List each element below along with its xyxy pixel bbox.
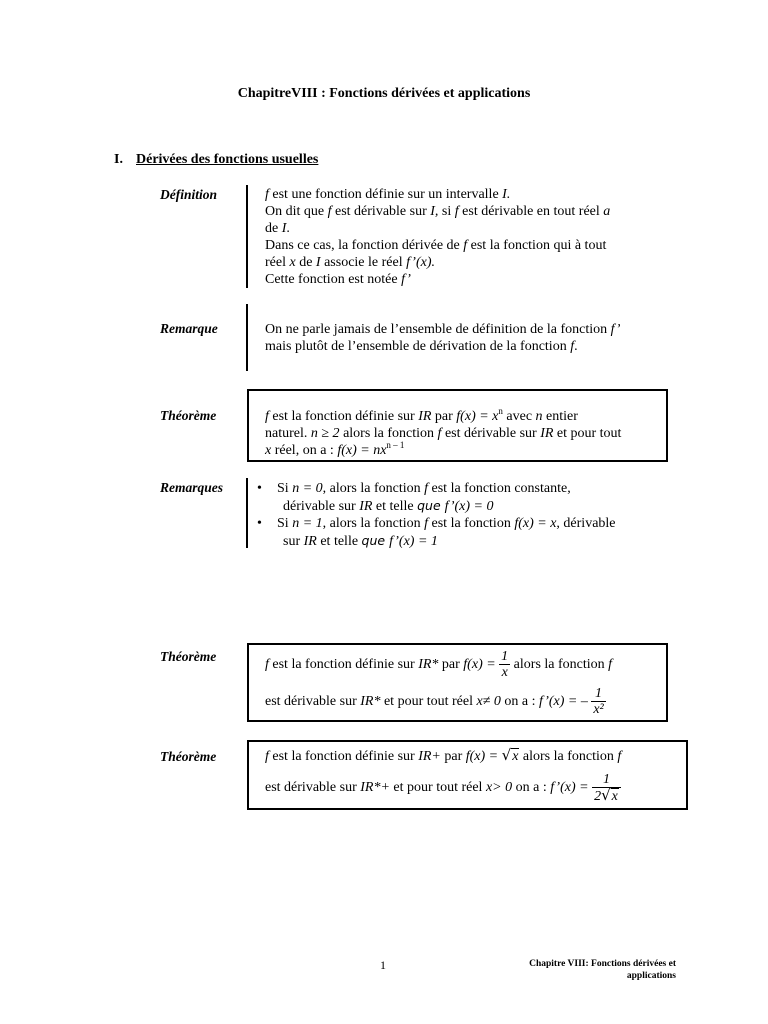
definition-line-1: f est une fonction définie sur un intervalle I. xyxy=(265,187,511,202)
remarques-body xyxy=(257,480,616,550)
remarques-divider xyxy=(246,478,248,548)
theoreme1-label: Théorème xyxy=(160,408,217,423)
page-number: 1 xyxy=(380,958,386,972)
square-root-x: √x xyxy=(501,746,519,764)
remarques-bullet-2-line-2: sur IR et telle que f’(x) = 1 xyxy=(283,533,438,549)
theoreme3-label: Théorème xyxy=(160,749,217,764)
section-heading xyxy=(114,152,318,168)
theoreme1-line-3: x réel, on a : $f(x) = nx^{n - 1}$ xyxy=(265,440,405,458)
bullet-icon: • xyxy=(257,516,262,531)
fraction-one-over-two-sqrt-x: $\frac{1}{2√x}$ xyxy=(592,772,621,804)
theoreme2-label: Théorème xyxy=(160,649,217,664)
definition-line-5: réel x de I associe le réel f’(x). xyxy=(265,255,435,270)
fraction-one-over-x-squared: $\frac{1}{\text{x²}}$ xyxy=(593,686,604,717)
remarques-bullet-1-line-2: dérivable sur IR et telle que f’(x) = 0 xyxy=(283,498,494,514)
definition-line-4: Dans ce cas, la fonction dérivée de f est la fonction qui à tout xyxy=(265,238,607,253)
definition-body xyxy=(265,186,610,288)
footer-chapter-title: Chapitre VIII: Fonctions dérivées et applications xyxy=(529,959,676,981)
definition-line-6: Cette fonction est notée f’ xyxy=(265,272,411,287)
remarque-line-1: On ne parle jamais de l’ensemble de définition de la fonction f’ xyxy=(265,322,621,337)
theoreme3-line-1: f est la fonction définie sur IR+ par f(x) = √x alors la fonction f xyxy=(265,746,622,764)
theoreme2-line-2: est dérivable sur IR* et pour tout réel x≠ 0 on a : f’(x) = – $\frac{1}{\text{x²}}$ xyxy=(265,686,604,717)
theoreme1-body xyxy=(265,408,621,459)
bullet-icon: • xyxy=(257,481,262,496)
definition-divider xyxy=(246,185,248,288)
section-number: I. xyxy=(114,152,123,167)
page-title: ChapitreVIII : Fonctions dérivées et applications xyxy=(237,86,531,101)
definition-line-2: On dit que f est dérivable sur I, si f est dérivable en tout réel a xyxy=(265,204,611,219)
theoreme1-line-1: f est la fonction définie sur IR par $f(x) = x^n$ avec n entier xyxy=(265,406,578,424)
remarque-line-2: mais plutôt de l’ensemble de dérivation de la fonction f. xyxy=(265,339,578,354)
remarque-label: Remarque xyxy=(160,321,218,336)
theoreme1-line-2: naturel. n ≥ 2 alors la fonction f est dérivable sur IR et pour tout xyxy=(265,426,622,441)
section-title: Dérivées des fonctions usuelles xyxy=(136,152,319,167)
remarques-bullet-1-line-1: • Si n = 0, alors la fonction f est la fonction constante, xyxy=(257,481,571,496)
remarque-body xyxy=(265,321,620,355)
theoreme3-line-2: est dérivable sur IR*+ et pour tout réel x> 0 on a : f’(x) = $\frac{1}{2√x}$ xyxy=(265,772,621,804)
remarque-divider xyxy=(246,304,248,371)
remarques-label: Remarques xyxy=(160,480,224,495)
theoreme2-line-1: f est la fonction définie sur IR* par f(x) = $\frac{1}{x}$ alors la fonction f xyxy=(265,649,613,680)
remarques-bullet-2-line-1: • Si n = 1, alors la fonction f est la fonction f(x) = x, dérivable xyxy=(257,516,616,531)
fraction-one-over-x: $\frac{1}{x}$ xyxy=(501,649,509,680)
definition-label: Définition xyxy=(160,187,218,202)
definition-line-3: de I. xyxy=(265,221,290,236)
